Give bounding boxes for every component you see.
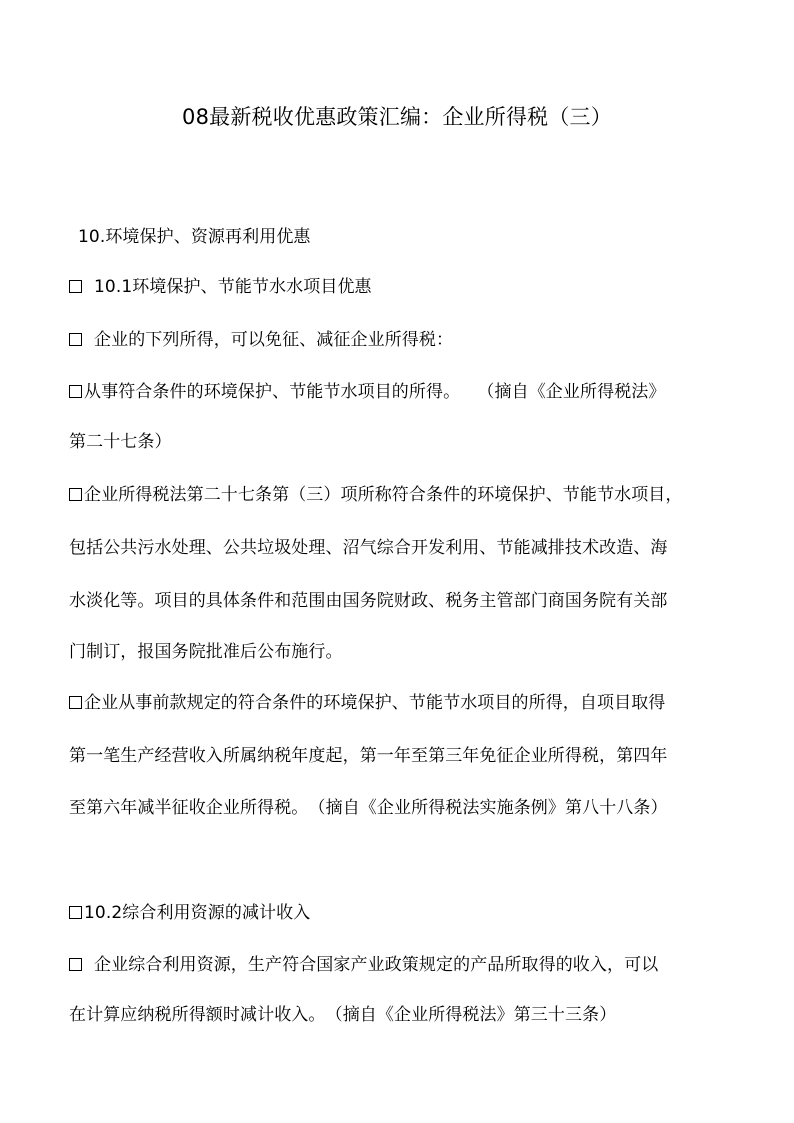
paragraph-line xyxy=(69,589,729,613)
paragraph-line xyxy=(69,796,729,820)
subsection-heading-10-1 xyxy=(69,275,729,299)
document-title: 08最新税收优惠政策汇编：企业所得税（三） xyxy=(182,105,612,129)
checkbox-square-icon xyxy=(69,385,82,398)
line-text: 企业综合利用资源，生产符合国家产业政策规定的产品所取得的收入，可以 xyxy=(94,955,659,975)
checkbox-square-icon xyxy=(69,488,82,501)
line-text: 从事符合条件的环境保护、节能节水项目的所得。 （摘自《企业所得税法》 xyxy=(84,382,666,402)
checkbox-square-icon xyxy=(69,958,82,971)
line-text: 门制订，报国务院批准后公布施行。 xyxy=(69,642,343,662)
paragraph-line xyxy=(69,380,729,404)
line-text: 至第六年减半征收企业所得税。 （摘自《企业所得税法实施条例》第八十八条） xyxy=(69,798,668,818)
checkbox-square-icon xyxy=(69,906,82,919)
paragraph-line xyxy=(69,640,729,664)
paragraph-line xyxy=(69,1003,729,1027)
section-heading-10 xyxy=(78,225,738,249)
line-text: 10.1环境保护、节能节水水项目优惠 xyxy=(94,277,372,297)
line-text: 企业从事前款规定的符合条件的环境保护、节能节水项目的所得，自项目取得 xyxy=(84,693,666,713)
checkbox-square-icon xyxy=(69,280,82,293)
paragraph-line xyxy=(69,430,729,454)
line-text: 包括公共污水处理、公共垃圾处理、沼气综合开发利用、节能减排技术改造、海 xyxy=(69,538,668,558)
paragraph-line xyxy=(69,744,729,768)
line-text: 水淡化等。项目的具体条件和范围由国务院财政、税务主管部门商国务院有关部 xyxy=(69,591,668,611)
line-text: 第二十七条） xyxy=(69,432,172,452)
line-text: 企业所得税法第二十七条第（三）项所称符合条件的环境保护、节能节水项目， xyxy=(84,485,683,505)
line-text: 企业的下列所得，可以免征、减征企业所得税： xyxy=(94,330,454,350)
subsection-heading-10-2 xyxy=(69,901,729,925)
checkbox-square-icon xyxy=(69,696,82,709)
checkbox-square-icon xyxy=(69,333,82,346)
line-text: 在计算应纳税所得额时减计收入。 （摘自《企业所得税法》第三十三条） xyxy=(69,1005,617,1025)
line-text: 第一笔生产经营收入所属纳税年度起，第一年至第三年免征企业所得税，第四年 xyxy=(69,746,668,766)
line-text: 10.2综合利用资源的减计收入 xyxy=(84,903,311,923)
paragraph-line xyxy=(69,483,729,507)
paragraph-line xyxy=(69,953,729,977)
paragraph-line xyxy=(69,328,729,352)
line-text: 10.环境保护、资源再利用优惠 xyxy=(78,227,311,247)
paragraph-line xyxy=(69,691,729,715)
paragraph-line xyxy=(69,536,729,560)
